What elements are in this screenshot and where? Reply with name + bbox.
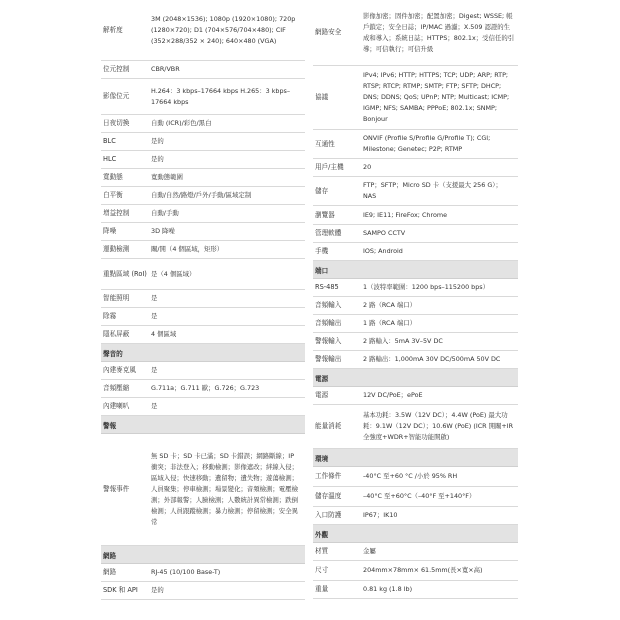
spec-label: 手機 [315, 247, 329, 255]
spec-value: 是 [151, 294, 158, 302]
spec-value: 是的 [151, 137, 164, 145]
spec-value: 3M (2048×1536); 1080p (1920×1080); 720p (1280×720); D1 (704×576/704×480); CIF (352×288/352 × 240); 640×480 (VGA) [151, 14, 296, 45]
spec-value: FTP；SFTP；Micro SD 卡（支援最大 256 G）；NAS [363, 181, 502, 200]
spec-row [313, 159, 518, 177]
spec-row [101, 61, 305, 79]
spec-label: 內建麥克風 [103, 366, 136, 374]
spec-label: 白平衡 [103, 191, 123, 199]
spec-value: IOS; Android [363, 247, 403, 255]
spec-label: 網路 [103, 568, 117, 576]
spec-row [313, 297, 518, 315]
spec-row [101, 582, 305, 600]
spec-value: ONVIF (Profile S/Profile G/Profile T); CGI; Milestone; Genetec; P2P; RTMP [363, 134, 491, 153]
spec-value: 4 個區域 [151, 330, 177, 338]
spec-label: 管理軟體 [315, 229, 342, 237]
spec-value: 是 [151, 402, 158, 410]
spec-value: 寬動態範圍 [151, 173, 183, 181]
spec-value: 2 路輸入：5mA 3V–5V DC [363, 337, 443, 345]
spec-value: 自動/手動 [151, 209, 179, 217]
spec-value: IPv4; IPv6; HTTP; HTTPS; TCP; UDP; ARP; RTP; RTSP; RTCP; RTMP; SMTP; FTP; SFTP; DHCP; DNS; DDNS; QoS; UPnP; NTP; Multicast; ICMP; IGMP; NFS; SAMBA; PPPoE; 802.1x; SNMP; Bonjour [363, 71, 510, 123]
spec-row [101, 308, 305, 326]
spec-label: 除霧 [103, 312, 117, 320]
spec-value: G.711a；G.711 歐；G.726；G.723 [151, 384, 260, 392]
spec-column-left [101, 0, 305, 600]
spec-value: –40°C 至+60°C（–40°F 至+140°F） [363, 492, 476, 500]
spec-column-right [313, 0, 518, 599]
spec-value: 是 [151, 366, 158, 374]
spec-row [101, 241, 305, 259]
section-header: 網路 [101, 546, 305, 564]
spec-label: 內建喇叭 [103, 402, 130, 410]
spec-label: 音頻輸入 [315, 301, 342, 309]
spec-value: 自動 (ICR)/彩色/黑白 [151, 119, 212, 127]
spec-label: 寬動態 [103, 173, 123, 181]
spec-row [101, 133, 305, 151]
spec-value: 影像加密；固件加密；配置加密；Digest; WSSE; 帳戶鎖定；安全日誌；IP/MAC 過濾；X.509 認證的生成和導入；系統日誌；HTTPS；802.1x；受信任的引導；可信執行；可信升級 [363, 11, 515, 53]
spec-label: 警報輸出 [315, 355, 342, 363]
spec-label: 重點區域 (RoI) [103, 269, 147, 278]
spec-row [313, 177, 518, 206]
spec-label: 儲存 [315, 186, 329, 195]
spec-row [101, 223, 305, 241]
spec-row [313, 581, 518, 599]
spec-label: 工作條件 [315, 472, 342, 480]
spec-row [313, 315, 518, 333]
spec-value: 12V DC/PoE；ePoE [363, 391, 423, 399]
section-header: 環境 [313, 449, 518, 467]
spec-label: 智能照明 [103, 294, 130, 302]
spec-value: 1 路（RCA 端口） [363, 319, 417, 327]
spec-row [101, 398, 305, 416]
spec-label: HLC [103, 155, 117, 163]
spec-row [313, 543, 518, 561]
spec-row [101, 564, 305, 582]
spec-row [101, 187, 305, 205]
spec-row [313, 487, 518, 507]
spec-row [101, 115, 305, 133]
spec-label: 瀏覽器 [315, 210, 335, 219]
section-header: 聲音的 [101, 344, 305, 362]
spec-label: 音頻壓縮 [103, 384, 130, 392]
spec-value: 無 SD 卡；SD 卡已滿；SD 卡錯誤；網路斷線；IP 衝突；非法登入；移動檢測；影像遮改；絆線入侵；區域入侵；快速移動；遺留物；遺失物；遊蕩檢測；人員聚集；停車檢測；場景變化；音頻檢測；電壓檢測；外部報警；人臉檢測；人數統計異常檢測；跌倒檢測；人員跟蹤檢測；暴力檢測；停留檢測；安全異常 [151, 452, 298, 526]
spec-value: 是（4 個區域） [151, 269, 196, 278]
section-header: 電源 [313, 369, 518, 387]
spec-label: 能量消耗 [315, 422, 342, 430]
section-header: 端口 [313, 261, 518, 279]
spec-label: 運動檢測 [103, 245, 130, 253]
section-header: 警報 [101, 416, 305, 434]
spec-value: 是的 [151, 586, 164, 594]
spec-row [313, 225, 518, 243]
spec-value: IP67；IK10 [363, 511, 398, 519]
spec-value: 204mm×78mm× 61.5mm(長×寬×高) [363, 566, 483, 574]
spec-value: 0.81 kg (1.8 lb) [363, 585, 413, 593]
spec-row [313, 387, 518, 405]
spec-value: H.264：3 kbps–17664 kbps H.265：3 kbps–17664 kbps [151, 86, 291, 106]
spec-label: 日夜切換 [103, 119, 130, 127]
spec-label: 隱私屏蔽 [103, 330, 130, 338]
spec-label: 協議 [315, 93, 329, 101]
spec-row [313, 279, 518, 297]
spec-label: 解析度 [103, 25, 123, 34]
spec-value: -40°C 至+60 °C /小於 95% RH [363, 472, 458, 480]
spec-value: RJ-45 (10/100 Base-T) [151, 568, 221, 576]
spec-value: 金屬 [363, 547, 376, 555]
spec-row [101, 259, 305, 290]
spec-label: 警報事件 [103, 485, 130, 493]
spec-value: IE9; IE11; FireFox; Chrome [363, 210, 448, 219]
section-header: 外觀 [313, 525, 518, 543]
spec-row [313, 66, 518, 130]
spec-value: 自動/自然/路燈/戶外/手動/區域定制 [151, 191, 252, 199]
spec-label: 電源 [315, 391, 329, 399]
spec-value: 是 [151, 312, 158, 320]
spec-row [101, 362, 305, 380]
spec-value: CBR/VBR [151, 65, 180, 73]
spec-value: SAMPO CCTV [363, 229, 406, 237]
spec-row [101, 0, 305, 61]
spec-label: 音頻輸出 [315, 319, 342, 327]
spec-label: 降噪 [103, 227, 117, 235]
spec-value: 是的 [151, 155, 164, 163]
spec-label: 警報輸入 [315, 337, 342, 345]
spec-row [313, 467, 518, 487]
spec-value: 基本功耗：3.5W（12V DC）；4.4W (PoE) 最大功耗：9.1W（12V DC）；10.6W (PoE) (ICR 開關+IR 全強度+WDR+智能功能開啟) [363, 411, 514, 441]
spec-row [313, 351, 518, 369]
spec-label: 增益控制 [103, 209, 130, 217]
spec-row [313, 0, 518, 66]
spec-label: RS-485 [315, 283, 339, 291]
spec-label: 互通性 [315, 139, 335, 148]
spec-label: 重量 [315, 585, 329, 593]
spec-row [101, 79, 305, 115]
spec-row [101, 326, 305, 344]
spec-row [101, 434, 305, 546]
spec-value: 2 路輸出：1,000mA 30V DC/500mA 50V DC [363, 355, 501, 363]
spec-row [313, 507, 518, 525]
spec-value: 1（波特率範圍：1200 bps–115200 bps） [363, 283, 489, 291]
spec-row [101, 169, 305, 187]
spec-row [313, 206, 518, 225]
spec-label: BLC [103, 137, 116, 145]
spec-row [313, 130, 518, 159]
spec-value: 2 路（RCA 端口） [363, 301, 417, 309]
spec-row [101, 151, 305, 169]
spec-label: 用戶/主機 [315, 163, 344, 171]
spec-row [313, 243, 518, 261]
spec-label: 網路安全 [315, 28, 342, 36]
spec-label: 影像位元 [103, 92, 130, 100]
spec-label: 儲存溫度 [315, 492, 342, 500]
spec-row [101, 205, 305, 223]
spec-value: 20 [363, 163, 372, 171]
spec-row [101, 380, 305, 398]
spec-label: 入口防護 [315, 511, 342, 519]
spec-row [313, 405, 518, 449]
spec-label: 材質 [315, 547, 329, 555]
spec-label: 尺寸 [315, 566, 329, 574]
spec-label: 位元控制 [103, 65, 130, 73]
spec-row [313, 333, 518, 351]
spec-label: SDK 和 API [103, 586, 138, 594]
spec-row [313, 561, 518, 581]
spec-row [101, 290, 305, 308]
spec-value: 關/開（4 個區域，矩形） [151, 245, 224, 253]
spec-value: 3D 降噪 [151, 227, 175, 235]
